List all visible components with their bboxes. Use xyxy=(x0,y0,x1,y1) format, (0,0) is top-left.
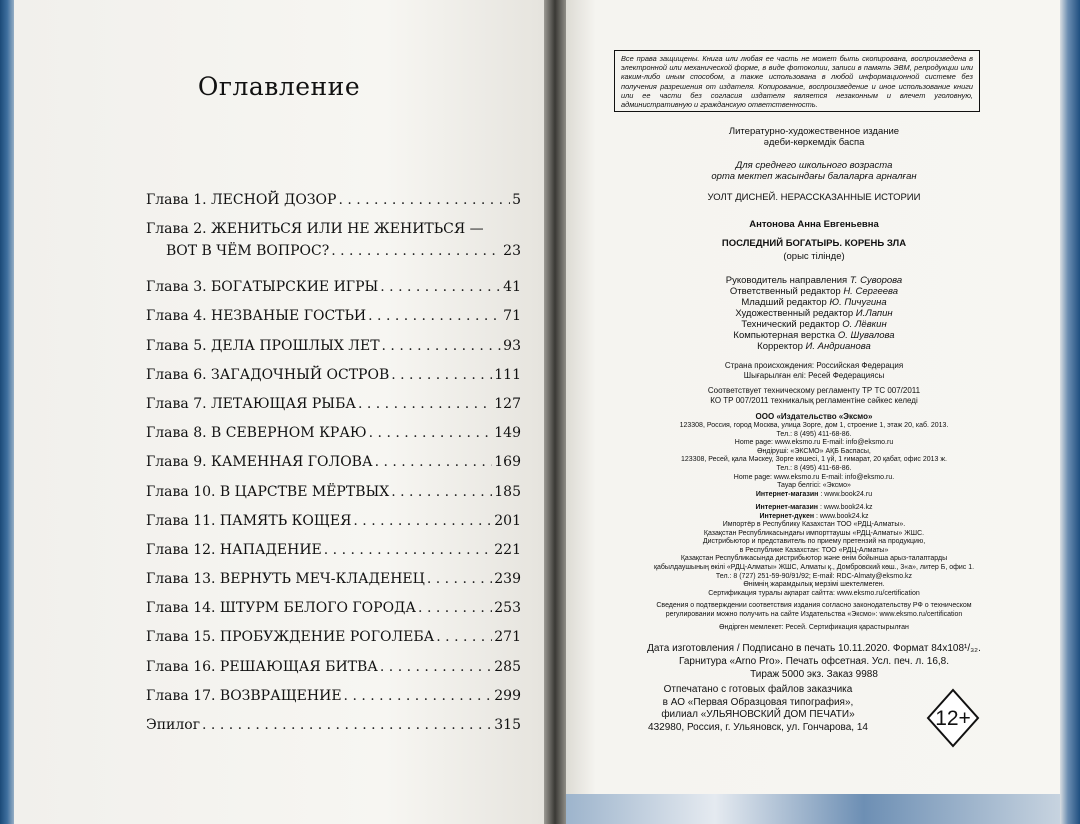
publisher-line: Home page: www.eksmo.ru E-mail: info@eksmo.ru xyxy=(734,439,894,447)
credit-line xyxy=(566,308,1062,319)
certification-line: Сведения о подтверждении соответствия издания согласно законодательству РФ о техническом xyxy=(656,602,972,609)
printer-line: 432980, Россия, г. Ульяновск, ул. Гончарова, 14 xyxy=(648,721,868,733)
toc-page-number: 127 xyxy=(494,395,521,412)
toc-dot-leader xyxy=(418,600,492,616)
toc-item xyxy=(146,454,521,483)
left-page xyxy=(14,0,544,824)
toc-page-number: 23 xyxy=(503,243,521,260)
shop-kz: Интернет-магазин : www.book24.kz Интернет-дүкен : www.book24.kz xyxy=(755,504,873,520)
toc-page-number: 185 xyxy=(494,483,521,500)
toc-page-number: 169 xyxy=(494,454,521,471)
toc-dot-leader xyxy=(436,629,492,645)
toc-dot-leader xyxy=(375,454,493,470)
toc-page-number: 41 xyxy=(503,279,521,296)
toc-dot-leader xyxy=(331,243,501,259)
importer-line: Тел.: 8 (727) 251-59-90/91/92; E-mail: RDC-Almaty@eksmo.kz xyxy=(715,572,913,580)
toc-dot-leader xyxy=(369,425,493,441)
toc-title: Оглавление xyxy=(197,72,361,101)
author-name: Антонова Анна Евгеньевна xyxy=(749,219,879,230)
toc-item xyxy=(146,571,521,600)
toc-dot-leader xyxy=(391,367,492,383)
toc-dot-leader xyxy=(353,513,492,529)
book-title: ПОСЛЕДНИЙ БОГАТЫРЬ. КОРЕНЬ ЗЛА xyxy=(721,238,907,249)
toc-item xyxy=(146,396,521,425)
credit-role: Художественный редактор xyxy=(735,308,856,319)
toc-item-label: Глава 2. ЖЕНИТЬСЯ ИЛИ НЕ ЖЕНИТЬСЯ — xyxy=(146,221,484,238)
toc-page-number: 221 xyxy=(494,541,521,558)
toc-item xyxy=(146,600,521,629)
publisher-line: Тауар белгісі: «Эксмо» xyxy=(777,482,851,490)
certification-info xyxy=(566,602,1062,619)
credit-line xyxy=(566,297,1062,308)
toc-item-label: Глава 5. ДЕЛА ПРОШЛЫХ ЛЕТ xyxy=(146,337,380,354)
toc-dot-leader xyxy=(368,308,501,324)
print-line: Дата изготовления / Подписано в печать 10.11.2020. Формат 84x108¹/₃₂. xyxy=(647,643,981,654)
toc-item-label: Глава 14. ШТУРМ БЕЛОГО ГОРОДА xyxy=(146,600,417,617)
toc-item-label: Глава 3. БОГАТЫРСКИЕ ИГРЫ xyxy=(146,279,379,296)
credit-role: Ответственный редактор xyxy=(729,286,844,297)
age-note: Для среднего школьного возраста орта мектеп жасындағы балаларға арналған xyxy=(711,160,917,182)
toc-item-label: Глава 17. ВОЗВРАЩЕНИЕ xyxy=(146,687,342,704)
shop-ru: Интернет-магазин : www.book24.ru xyxy=(755,491,873,498)
credit-name: И.Лапин xyxy=(855,308,893,319)
toc-item-label: Эпилог xyxy=(146,717,201,733)
toc-page-number: 285 xyxy=(494,658,521,675)
copyright-notice: Все права защищены. Книга или любая ее часть не может быть скопирована, воспроизведена в электронной или механической форме, в виде фотокопии, записи в память ЭВМ, репродукции или каким-либо иным способом, а также использована в любой информационной системе без получения разрешения от издателя. Копирование, воспроизведение и иное использование книги или ее части без согласия издателя является незаконным и влечет уголовную, административную и гражданскую ответственность. xyxy=(614,50,980,112)
credit-line xyxy=(566,286,1062,297)
toc-item-label: Глава 1. ЛЕСНОЙ ДОЗОР xyxy=(146,192,337,208)
regulation: Соответствует техническому регламенту ТР ТС 007/2011 КО ТР 007/2011 техникалық регламентіне сәйкес келеді xyxy=(707,386,921,405)
publisher-line: 123308, Россия, город Москва, улица Зорге, дом 1, строение 1, этаж 20, каб. 2013. xyxy=(679,422,949,429)
toc-item xyxy=(146,659,521,688)
certification-line: регулировании можно получить на сайте Издательства «Эксмо»: www.eksmo.ru/certification xyxy=(665,610,963,618)
publisher-line: Тел.: 8 (495) 411-68-86. xyxy=(776,464,852,472)
credit-name: О. Шувалова xyxy=(837,330,895,341)
toc-page-number: 71 xyxy=(503,308,521,325)
importer-line: Қазақстан Республикасында дистрибьютор және өнім бойынша арыз-талаптарды xyxy=(680,555,948,563)
toc-item xyxy=(146,338,521,367)
credit-name: Ю. Пичугина xyxy=(829,297,887,308)
toc-page-number: 315 xyxy=(494,717,521,733)
toc-item-label: Глава 9. КАМЕННАЯ ГОЛОВА xyxy=(146,454,373,471)
toc-page-number: 271 xyxy=(494,629,521,646)
toc-item-label-cont: ВОТ В ЧЁМ ВОПРОС? xyxy=(166,243,330,260)
importer-line: Қазақстан Республикасындағы импорттаушы «РДЦ-Алматы» ЖШС. xyxy=(703,529,925,537)
credit-role: Компьютерная верстка xyxy=(733,330,838,341)
credit-line xyxy=(566,319,1062,330)
toc-item-label: Глава 15. ПРОБУЖДЕНИЕ РОГОЛЕБА xyxy=(146,629,435,646)
toc-dot-leader xyxy=(380,659,492,675)
credit-role: Младший редактор xyxy=(741,297,830,308)
toc-item xyxy=(146,308,521,337)
toc-item-label: Глава 8. В СЕВЕРНОМ КРАЮ xyxy=(146,425,367,442)
toc-dot-leader xyxy=(202,717,492,733)
toc-page-number: 253 xyxy=(494,600,521,617)
toc-item xyxy=(146,717,521,746)
toc-item xyxy=(146,367,521,396)
printer-line: Отпечатано с готовых файлов заказчика xyxy=(663,684,853,695)
credit-name: Н. Сергеева xyxy=(843,286,899,297)
toc-dot-leader xyxy=(427,571,492,587)
toc-dot-leader xyxy=(380,279,501,295)
print-info xyxy=(566,642,1062,681)
publisher-line: Тел.: 8 (495) 411-68-86. xyxy=(776,430,852,438)
toc-page-number: 201 xyxy=(494,512,521,529)
credit-line xyxy=(566,341,1062,352)
toc-item-label: Глава 16. РЕШАЮЩАЯ БИТВА xyxy=(146,658,378,675)
toc-page-number: 239 xyxy=(494,571,521,588)
toc-item xyxy=(146,221,521,279)
importer-line: Өнімнің жарамдылық мерзімі шектелмеген. xyxy=(743,581,885,589)
printer-line: филиал «УЛЬЯНОВСКИЙ ДОМ ПЕЧАТИ» xyxy=(661,709,855,720)
toc-item xyxy=(146,279,521,308)
importer-line: қабылдаушының өкілі «РДЦ-Алматы» ЖШС, Алматы қ., Домбровский көш., 3«а», литер Б, офис 1. xyxy=(653,563,975,571)
toc-page-number: 5 xyxy=(512,192,521,208)
credit-role: Руководитель направления xyxy=(725,275,850,286)
credit-name: О. Лёвкин xyxy=(842,319,887,330)
toc-item xyxy=(146,513,521,542)
publisher-line: Home page: www.eksmo.ru E-mail: info@eksmo.ru. xyxy=(733,473,895,481)
toc-item-label: Глава 13. ВЕРНУТЬ МЕЧ-КЛАДЕНЕЦ xyxy=(146,571,425,588)
toc-item xyxy=(146,542,521,571)
book-edge-right xyxy=(1060,0,1080,824)
toc-page-number: 299 xyxy=(494,687,521,704)
toc-dot-leader xyxy=(338,192,510,208)
toc-item-label: Глава 10. В ЦАРСТВЕ МЁРТВЫХ xyxy=(146,483,390,500)
toc-item xyxy=(146,425,521,454)
importer-line: в Республике Казахстан: ТОО «РДЦ-Алматы» xyxy=(739,546,889,554)
age-rating-badge xyxy=(918,688,988,748)
importer-line: Импортёр в Республику Казахстан ТОО «РДЦ-Алматы». xyxy=(722,521,906,528)
toc-item xyxy=(146,688,521,717)
credits-list xyxy=(566,275,1062,352)
table-of-contents xyxy=(146,192,521,746)
toc-page-number: 149 xyxy=(494,425,521,442)
toc-dot-leader xyxy=(324,542,493,558)
toc-item-label: Глава 7. ЛЕТАЮЩАЯ РЫБА xyxy=(146,395,356,412)
toc-page-number: 111 xyxy=(494,366,521,383)
importer-line: Дистрибьютор и представитель по приему претензий на продукцию, xyxy=(702,538,926,546)
toc-item-label: Глава 12. НАПАДЕНИЕ xyxy=(146,541,322,558)
toc-item xyxy=(146,629,521,658)
cert-kz: Өндірген мемлекет: Ресей. Сертификация қарастырылған xyxy=(719,624,909,631)
toc-dot-leader xyxy=(391,484,492,500)
language-note: (орыс тілінде) xyxy=(783,251,845,262)
credit-line xyxy=(566,275,1062,286)
right-page xyxy=(566,0,1062,824)
toc-dot-leader xyxy=(382,338,502,354)
credit-name: Т. Суворова xyxy=(849,275,903,286)
credit-role: Технический редактор xyxy=(741,319,843,330)
printer-line: в АО «Первая Образцовая типография», xyxy=(662,696,854,708)
print-line: Гарнитура «Arno Pro». Печать офсетная. Усл. печ. л. 16,8. xyxy=(678,656,950,667)
age-rating-text: 12+ xyxy=(935,707,971,730)
toc-page-number: 93 xyxy=(503,337,521,354)
toc-item-label: Глава 4. НЕЗВАНЫЕ ГОСТЬИ xyxy=(146,308,367,325)
credit-role: Корректор xyxy=(757,341,806,352)
credit-line xyxy=(566,330,1062,341)
cover-edge-bottom xyxy=(566,794,1062,824)
publisher-name: ООО «Издательство «Эксмо» xyxy=(755,412,873,421)
credit-name: И. Андрианова xyxy=(805,341,871,352)
importer-info xyxy=(566,521,1062,598)
toc-item-label: Глава 6. ЗАГАДОЧНЫЙ ОСТРОВ xyxy=(146,366,390,383)
importer-line: Сертификация туралы ақпарат сайтта: www.eksmo.ru/certification xyxy=(708,589,920,597)
toc-item-label: Глава 11. ПАМЯТЬ КОЩЕЯ xyxy=(146,512,352,529)
publisher-line: Өндіруші: «ЭКСМО» АҚБ Баспасы, xyxy=(757,447,871,455)
print-line: Тираж 5000 экз. Заказ 9988 xyxy=(750,669,878,680)
publisher-info xyxy=(566,422,1062,491)
origin: Страна происхождения: Российская Федерация Шығарылған елі: Ресей Федерациясы xyxy=(724,361,904,380)
toc-dot-leader xyxy=(344,688,493,704)
series-name: УОЛТ ДИСНЕЙ. НЕРАССКАЗАННЫЕ ИСТОРИИ xyxy=(707,192,921,203)
toc-item xyxy=(146,484,521,513)
edition-type: Литературно-художественное издание әдеби-көркемдік баспа xyxy=(728,126,900,148)
toc-item xyxy=(146,192,521,221)
publisher-line: 123308, Ресей, қала Мәскеу, Зорге көшесі, 1 үй, 1 ғимарат, 20 қабат, офис 2013 ж. xyxy=(681,456,947,464)
toc-dot-leader xyxy=(358,396,492,412)
